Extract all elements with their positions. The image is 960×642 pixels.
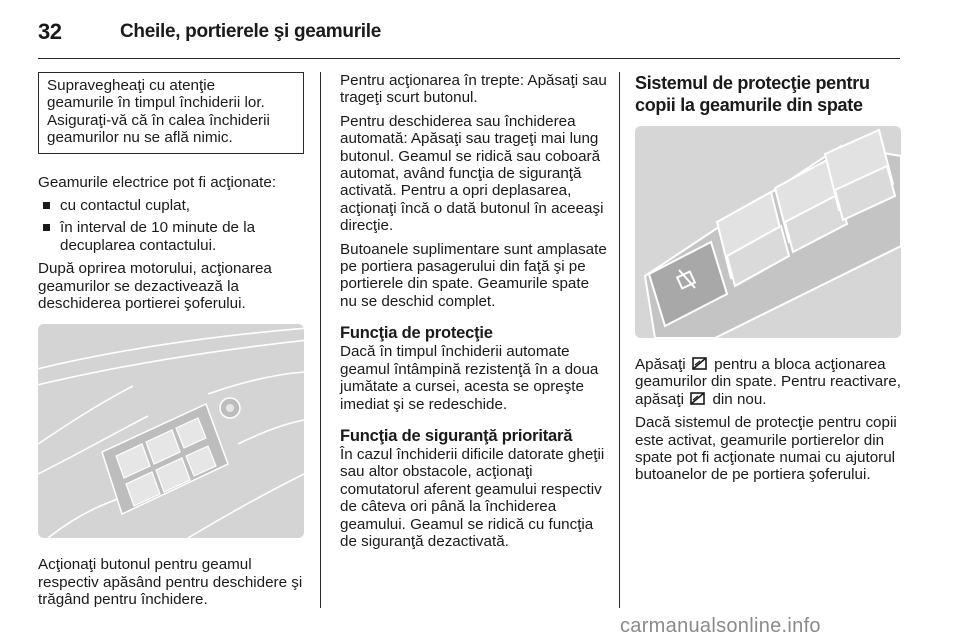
illustration-caption: Acţionaţi butonul pentru geamul respectiv apăsând pentru deschidere şi trăgând pentru închidere. — [38, 556, 303, 609]
list-item: cu contactul cuplat, — [38, 197, 304, 214]
warning-line: Supravegheaţi cu atenţie — [47, 77, 216, 94]
column-divider — [619, 72, 620, 608]
intro-paragraph: Geamurile electrice pot fi acţionate: — [38, 173, 277, 191]
window-lock-icon — [692, 356, 708, 371]
protection-heading: Funcţia de protecţie — [340, 324, 493, 343]
child-lock-illustration — [635, 126, 901, 338]
page-title: Cheile, portierele şi geamurile — [120, 21, 382, 42]
page-number: 32 — [38, 19, 62, 44]
priority-paragraph: În cazul închiderii dificile datorate gheţii sau altor obstacole, acţionaţi comutatorul aferent geamului respectiv de câteva ori până la închiderea geamului. Geamul se ridică cu funcţia de siguranţă dezactivată. — [340, 445, 605, 550]
priority-heading: Funcţia de siguranţă prioritară — [340, 426, 573, 445]
column-divider — [320, 72, 321, 608]
press-text-b: pentru a bloca acţionarea geamurilor din spate. Pentru reactivare, apăsaţi — [635, 356, 901, 408]
extra-buttons-paragraph: Butoanele suplimentare sunt amplasate pe portiera pasagerului din faţă şi pe portierele din spate. Geamurile spate nu se deschid complet. — [340, 240, 607, 310]
warning-line: geamurile în timpul închiderii lor. — [47, 94, 265, 112]
child-lock-instructions — [635, 356, 903, 408]
warning-line: geamurilor nu se află nimic. — [47, 129, 233, 147]
column-3 — [635, 72, 903, 490]
child-lock-heading: Sistemul de protecţie pentru copii la geamurile din spate — [635, 73, 870, 115]
list-item: în interval de 10 minute de la decuplarea contactului. — [38, 219, 304, 254]
header-rule — [38, 58, 900, 59]
child-lock-active-paragraph: Dacă sistemul de protecţie pentru copii este activat, geamurile portierelor din spate pot fi acţionate numai cu ajutorul butoanelor de pe portiera şoferului. — [635, 414, 897, 484]
protection-paragraph: Dacă în timpul închiderii automate geamul întâmpină rezistenţă în a doua jumătate a cursei, acesta se opreşte imediat şi se redeschide. — [340, 343, 599, 413]
engine-off-paragraph: După oprirea motorului, acţionarea geamurilor se dezactivează la deschiderea portierei şoferului. — [38, 260, 272, 313]
warning-line: Asiguraţi-vă că în calea închiderii — [47, 111, 270, 129]
column-1 — [38, 72, 304, 615]
watermark: carmanualsonline.info — [620, 615, 821, 637]
window-lock-icon — [690, 391, 706, 406]
conditions-list — [38, 197, 304, 254]
door-panel-illustration — [38, 324, 304, 538]
press-text-c: din nou. — [712, 390, 767, 408]
column-2 — [340, 72, 608, 556]
press-text-a: Apăsaţi — [635, 356, 686, 373]
page-header — [38, 14, 381, 50]
warning-box — [38, 72, 304, 154]
step-paragraph: Pentru acţionarea în trepte: Apăsaţi sau trageţi scurt butonul. — [340, 72, 607, 107]
auto-paragraph: Pentru deschiderea sau închiderea automată: Apăsaţi sau trageţi mai lung butonul. Geamul se ridică sau coboară automat, având funcţia de siguranţă activată. Pentru a opri deplasarea, acţionaţi încă o dată butonul în aceeaşi direcţie. — [340, 112, 604, 235]
